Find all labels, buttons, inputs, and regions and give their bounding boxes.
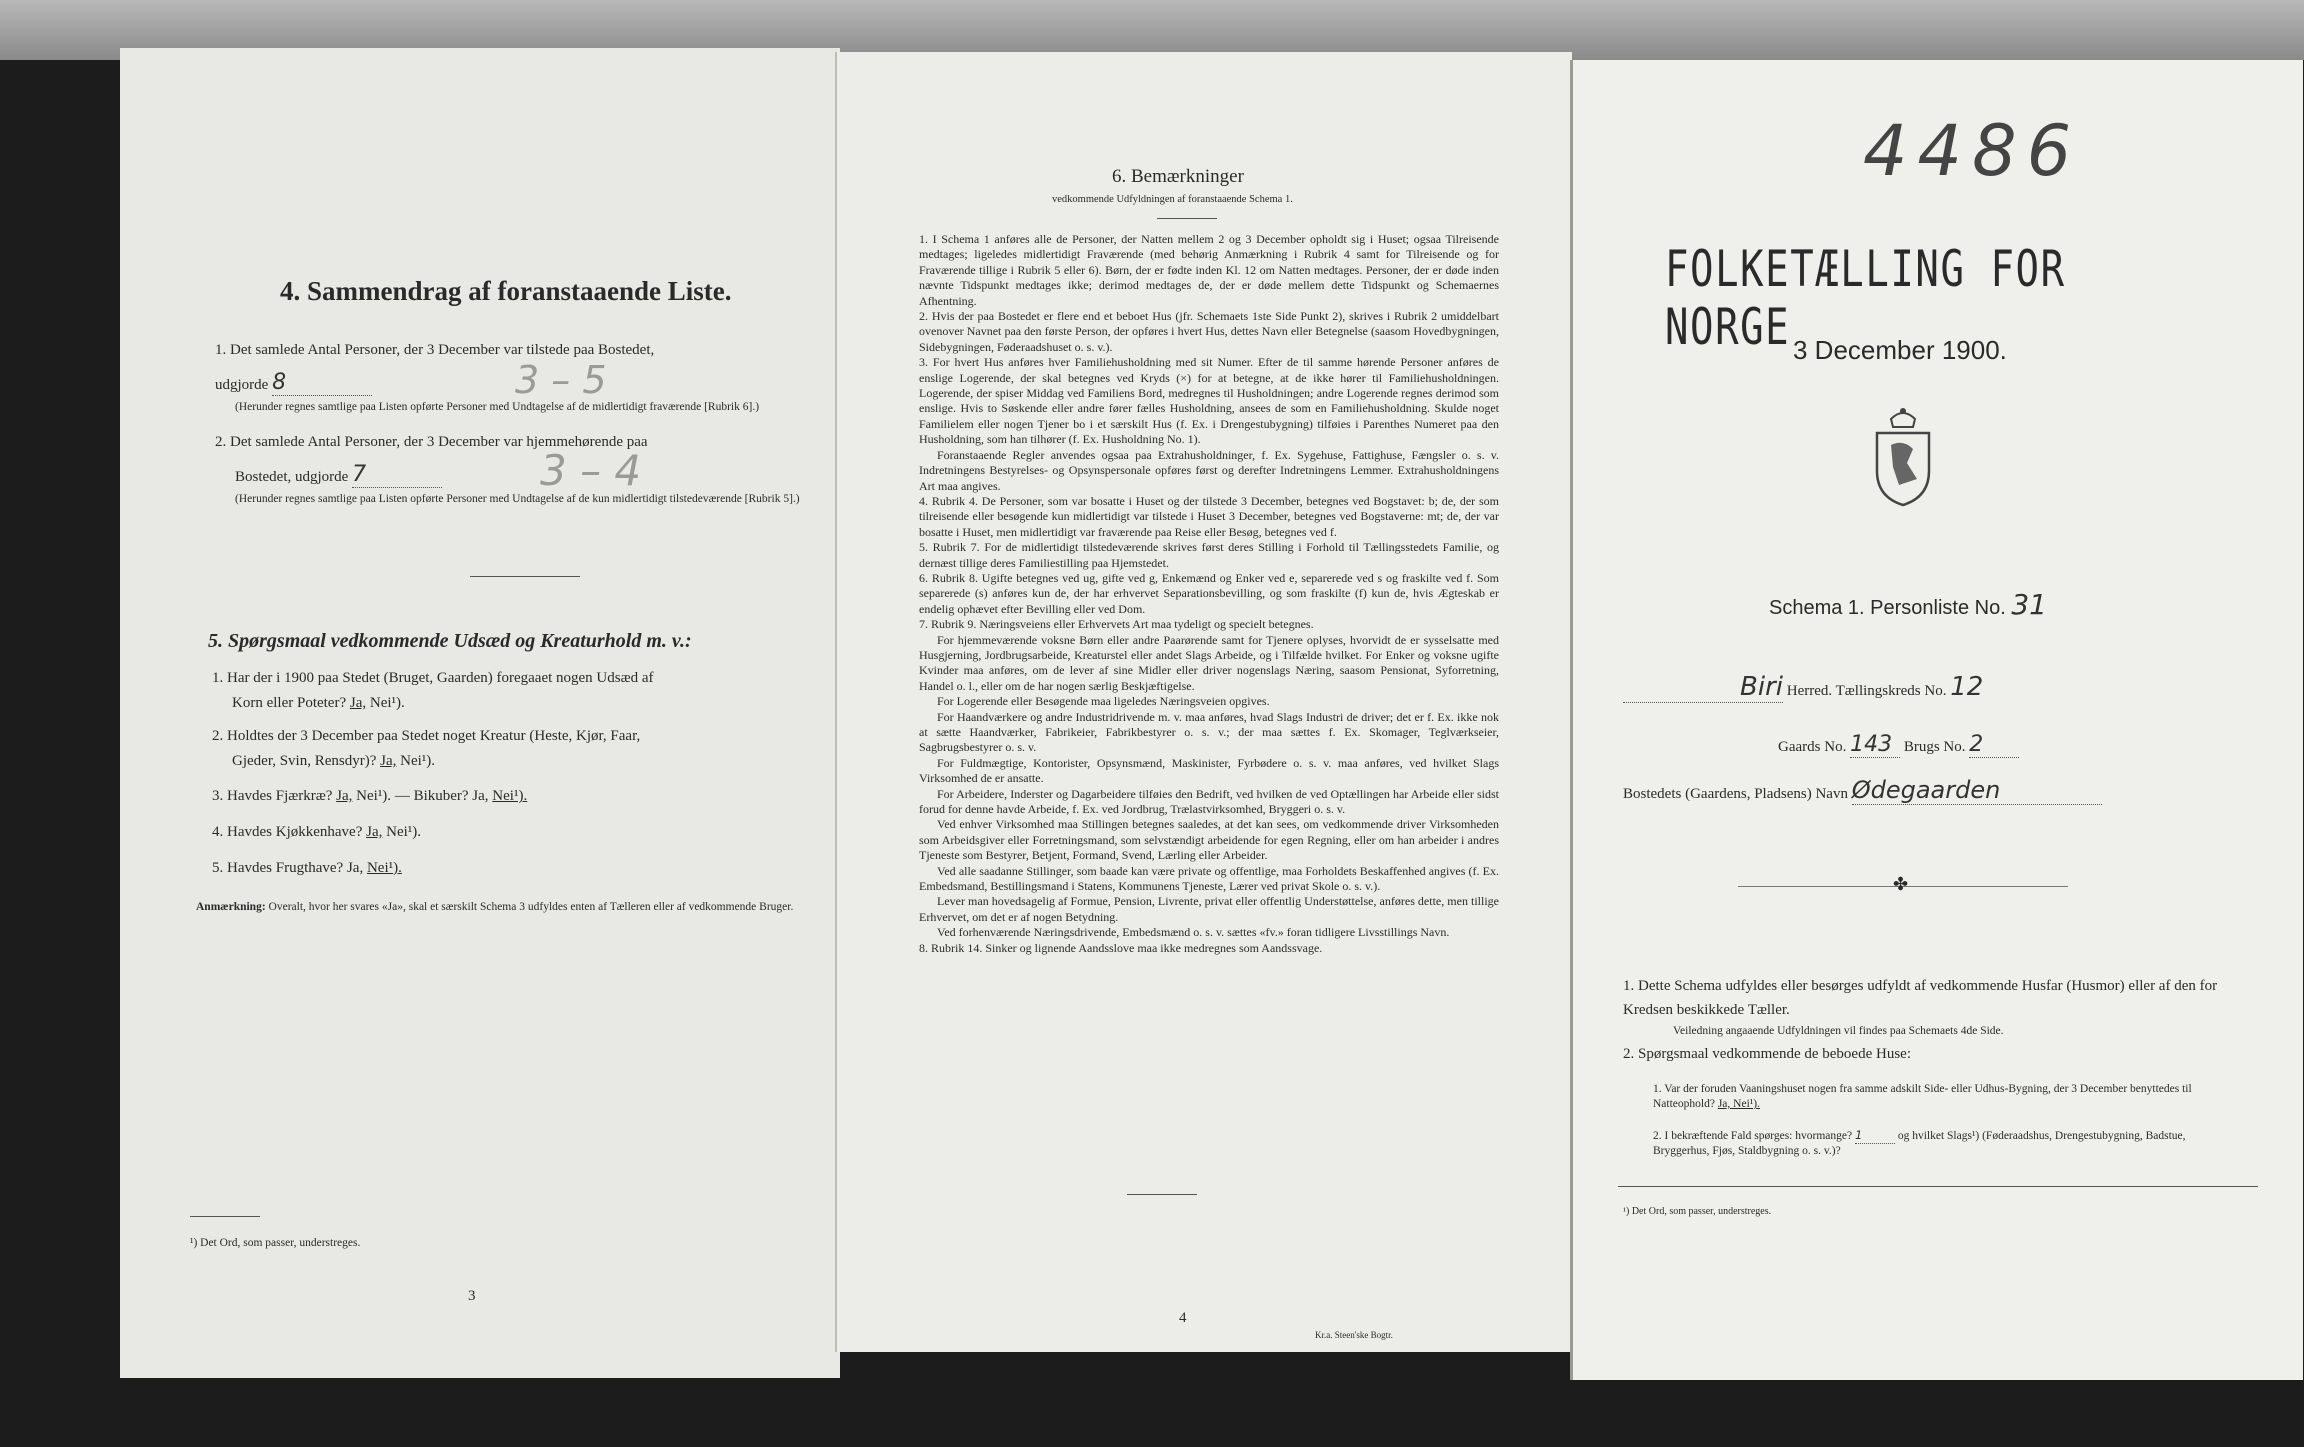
- item1-value: 8: [272, 370, 372, 396]
- instruction-2: 2. Spørgsmaal vedkommende de beboede Huse:: [1623, 1046, 1911, 1062]
- houses-q2-kind: og hvilket Slags¹) (Føderaadshus, Drengestubygning, Badstue, Bryggerhus, Fjøs, Staldbygning o. s. v.)?: [1653, 1130, 2186, 1157]
- q3b-text: — Bikuber?: [394, 788, 469, 804]
- remark-paragraph: For Fuldmægtige, Kontorister, Opsynsmænd, Maskinister, Fyrbødere o. s. v. maa anføres, ved hvilket Slags Virksomhed de er ansatte.: [919, 755, 1499, 786]
- section5-title: 5. Spørgsmaal vedkommende Udsæd og Kreaturhold m. v.:: [208, 630, 692, 652]
- middle-page-number: 4: [1179, 1310, 1187, 1326]
- anmerkning-label: Anmærkning:: [196, 901, 266, 913]
- q1-ja: Ja,: [349, 695, 367, 711]
- divider: [470, 576, 580, 577]
- coat-of-arms-icon: [1863, 405, 1943, 510]
- right-footnote: ¹) Det Ord, som passer, understreges.: [1623, 1206, 1772, 1217]
- footnote-rule-right: [1618, 1186, 2258, 1187]
- footnote-rule: [190, 1216, 260, 1217]
- item1-text: 1. Det samlede Antal Personer, der 3 December var tilstede paa Bostedet,: [215, 342, 655, 358]
- remark-paragraph: For Haandværkere og andre Industridrivende m. v. maa anføres, hvad Slags Industri de driver; det er f. Ex. ikke nok at sætte Haandværker, Fabrikeier, Fabrikbestyrer o. s. v.; der maa sættes f. Ex. Skomager, Teglværkseier, Sagbrugsbestyrer o. s. v.: [919, 709, 1499, 755]
- remark-paragraph: 2. Hvis der paa Bostedet er flere end et beboet Hus (jfr. Schemaets 1ste Side Punkt 2), skrives i Rubrik 2 umiddelbart ovenover Navnet paa den første Person, der opføres i hvert Hus, dettes Navn eller Betegnelse (saasom Hovedbygningen, Sidebygningen, Føderaadshuset o. s. v.).: [919, 309, 1499, 354]
- q2-nei: Nei¹).: [400, 753, 436, 769]
- remark-paragraph: Ved enhver Virksomhed maa Stillingen betegnes saaledes, at det kan sees, om vedkommende driver Virksomheden som Arbeidsgiver eller Forretningsmand, som selvstændigt arbeidende for egen Regning, eller om han arbeider i andres Tjeneste som Bestyrer, Betjent, Formand, Svend, Lærling eller Arbeider.: [919, 817, 1499, 863]
- kreds-label: Tællingskreds No.: [1835, 683, 1947, 699]
- houses-q2-text: 2. I bekræftende Fald spørges: hvormange?: [1653, 1130, 1853, 1142]
- q5-nei: Nei¹).: [366, 860, 402, 876]
- q3-nei: Nei¹).: [356, 788, 392, 804]
- instruction-1: 1. Dette Schema udfyldes eller besørges udfyldt af vedkommende Husfar (Husmor) eller af den for Kredsen beskikkede Tæller.: [1623, 978, 2218, 1018]
- gaards-label: Gaards No.: [1778, 739, 1847, 755]
- right-page: [1570, 60, 2303, 1380]
- herred-line: [1623, 672, 2263, 703]
- census-date: 3 December 1900.: [1793, 335, 2007, 365]
- q5: [212, 860, 402, 877]
- q4-text: 4. Havdes Kjøkkenhave?: [212, 824, 363, 840]
- census-title: FOLKETÆLLING FOR NORGE: [1665, 240, 2066, 356]
- ornament-icon: ✤: [1893, 874, 1909, 894]
- middle-end-rule: [1127, 1194, 1197, 1195]
- q2b-text: Gjeder, Svin, Rensdyr)?: [232, 753, 377, 769]
- gaards-value: 143: [1850, 732, 1900, 758]
- item1-udgjorde-label: udgjorde: [215, 377, 269, 393]
- remark-paragraph: Ved alle saadanne Stillinger, som baade kan være private og offentlige, maa Forholdets Beskaffenhed angives (f. Ex. Embedsmand, Bestillingsmand i Statens, Kommunens Tjeneste, Lærer ved privat Skole o. s. v.).: [919, 863, 1499, 894]
- houses-q1-text: 1. Var der foruden Vaaningshuset nogen fra samme adskilt Side- eller Udhus-Bygning, der 3 December benyttedes til Natteophold?: [1653, 1083, 2192, 1110]
- q1-text: 1. Har der i 1900 paa Stedet (Bruget, Gaarden) foregaaet nogen Udsæd af: [212, 670, 654, 686]
- remark-paragraph: For Arbeidere, Inderster og Dagarbeidere tilføies den Bedrift, ved hvilken de ved Optællingen har Arbeide eller sidst forud for denne havde Arbeide, f. Ex. ved Jordbrug, Trælastvirksomhed, Bryggeri o. s. v.: [919, 786, 1499, 817]
- kreds-value: 12: [1950, 672, 1984, 702]
- houses-q2: [1653, 1128, 2233, 1159]
- archive-number: 4486: [1863, 110, 2082, 192]
- item1-note: (Herunder regnes samtlige paa Listen opførte Personer med Undtagelse af de midlertidigt fraværende [Rubrik 6].): [235, 401, 760, 413]
- bosted-line: [1623, 776, 2102, 805]
- schema-line: [1769, 588, 2047, 621]
- remarks-rule: [1157, 218, 1217, 219]
- q5-ja: Ja,: [346, 860, 364, 876]
- herred-label: Herred.: [1786, 683, 1833, 699]
- left-page: [120, 48, 840, 1378]
- q3b-ja: Ja,: [472, 788, 489, 804]
- brugs-value: 2: [1969, 732, 2019, 758]
- bosted-value: Ødegaarden: [1852, 776, 2102, 805]
- remark-paragraph: 5. Rubrik 7. For de midlertidigt tilstedeværende skrives først deres Stilling i Forhold til Tællingsstedets Familie, og dernæst tillige deres Familiestilling paa Hjemstedet.: [919, 540, 1499, 570]
- q4-nei: Nei¹).: [386, 824, 422, 840]
- remark-paragraph: Lever man hovedsagelig af Formue, Pension, Livrente, privat eller offentlig Understøttelse, anføres dette, men tillige Erhvervet, om det er af nogen Betydning.: [919, 894, 1499, 924]
- q3-ja: Ja,: [336, 788, 353, 804]
- herred-value: Biri: [1623, 672, 1783, 703]
- remark-paragraph: 7. Rubrik 9. Næringsveiens eller Erhvervets Art maa tydeligt og specielt betegnes.: [919, 617, 1314, 632]
- left-page-number: 3: [468, 1288, 476, 1304]
- q4-ja: Ja,: [366, 824, 383, 840]
- houses-q1: [1653, 1082, 2233, 1112]
- anmerkning-text: Overalt, hvor her svares «Ja», skal et særskilt Schema 3 udfyldes enten af Tælleren eller af vedkommende Bruger.: [268, 901, 794, 913]
- item1-annotation: 3 – 5: [515, 358, 607, 402]
- q4: [212, 824, 421, 841]
- item2-note: (Herunder regnes samtlige paa Listen opførte Personer med Undtagelse af de kun midlertidigt tilstedeværende [Rubrik 5].): [235, 493, 800, 505]
- q3b-nei: Nei¹).: [492, 788, 528, 804]
- q3: [212, 788, 527, 805]
- middle-page: [835, 52, 1572, 1352]
- remark-paragraph: 4. Rubrik 4. De Personer, som var bosatte i Huset og der tilstede 3 December, betegnes ved Bogstavet: b; de, der som tilreisende eller besøgende kun midlertidigt var tilstede i Huset 3 December, betegnes ved Bogstaverne: mt; de, der var bosatte i Huset, men midlertidigt var fraværende paa Reise eller Besøg, betegnes ved f.: [919, 493, 1499, 539]
- item1-udgjorde: [215, 370, 372, 396]
- q5-text: 5. Havdes Frugthave?: [212, 860, 344, 876]
- remark-paragraph: 6. Rubrik 8. Ugifte betegnes ved ug, gifte ved g, Enkemænd og Enker ved e, separerede ved s og fraskilte ved f. Som separerede (s) anføres kun de, der har erhvervet Separationsbevilling, og som fraskilte (f) kun de, hvis Ægteskab er endelig ophævet efter Bevilling eller ved Dom.: [919, 570, 1499, 616]
- instruction-1-note: Veiledning angaaende Udfyldningen vil findes paa Schemaets 4de Side.: [1673, 1025, 2004, 1037]
- item2-annotation: 3 – 4: [540, 446, 642, 495]
- bosted-label: Bostedets (Gaardens, Pladsens) Navn: [1623, 786, 1848, 802]
- anmerkning: [196, 900, 836, 915]
- left-footnote: ¹) Det Ord, som passer, understreges.: [190, 1237, 361, 1249]
- q1: [212, 670, 832, 712]
- remark-paragraph: Ved forhenværende Næringsdrivende, Embedsmænd o. s. v. sættes «fv.» foran tidligere Livsstillings Navn.: [937, 925, 1450, 940]
- remarks-title: 6. Bemærkninger: [1112, 166, 1244, 187]
- section4-title: 4. Sammendrag af foranstaaende Liste.: [280, 276, 732, 306]
- remarks-subtitle: vedkommende Udfyldningen af foranstaaende Schema 1.: [1052, 194, 1293, 205]
- q1-nei: Nei¹).: [369, 695, 405, 711]
- houses-q1-answer: Ja, Nei¹).: [1717, 1098, 1760, 1110]
- remark-paragraph: 1. I Schema 1 anføres alle de Personer, der Natten mellem 2 og 3 December opholdt sig i Huset; ogsaa Tilreisende medtages; ligeledes midlertidigt Fraværende (med behørig Anmærkning i Rubrik 4 samt for Tilreisende og for Fraværende tillige i Rubrik 5 eller 6). Børn, der er fødte inden Kl. 12 om Natten medtages. Personer, der er døde inden nævnte Tidspunkt medtages ikke; derimod medtages de, der er døde mellem dette Tidspunkt og Schemaernes Afhentning.: [919, 232, 1499, 308]
- printer-mark: Kr.a. Steen'ske Bogtr.: [1315, 1330, 1393, 1340]
- personliste-no: 31: [2011, 588, 2047, 621]
- item2-text: 2. Det samlede Antal Personer, der 3 December var hjemmehørende paa: [215, 434, 648, 450]
- item2-bostedet: [235, 462, 442, 488]
- remark-paragraph: For hjemmeværende voksne Børn eller andre Paarørende samt for Tjenere oplyses, hvorvidt de er sysselsatte med Husgjerning, Jordbrugsarbeide, Kreaturstel eller andet Slags Arbeide, og i Tilfælde hvilket. For Enker og voksne ugifte Kvinder maa anføres, om de lever af sine Midler eller driver nogenslags Næring, saasom Pensionat, Syforretning, Handel o. l., eller om de har nogen særlig Beskjæftigelse.: [919, 632, 1499, 693]
- remark-paragraph: Foranstaaende Regler anvendes ogsaa paa Extrahusholdninger, f. Ex. Sygehuse, Fattighuse, Fængsler o. s. v. Indretningens Bestyrelses- og Opsynspersonale opføres først og derefter Indretningens Lemmer. Extrahusholdningens Art maa angives.: [919, 447, 1499, 493]
- q2-text: 2. Holdtes der 3 December paa Stedet noget Kreatur (Heste, Kjør, Faar,: [212, 728, 641, 744]
- brugs-label: Brugs No.: [1903, 739, 1966, 755]
- item2-bostedet-label: Bostedet, udgjorde: [235, 469, 349, 485]
- houses-q2-count: 1: [1855, 1128, 1895, 1144]
- q2: [212, 728, 832, 770]
- remark-paragraph: 8. Rubrik 14. Sinker og lignende Aandsslove maa ikke medregnes som Aandssvage.: [919, 940, 1323, 955]
- q2-ja: Ja,: [380, 753, 397, 769]
- gaards-line: [1778, 732, 2019, 758]
- remark-paragraph: 3. For hvert Hus anføres hver Familiehusholdning med sit Numer. Efter de til samme hørende Personer anføres de enslige Logerende, der skal betegnes ved Kryds (×) for at betegne, at de ikke hører til Familiehusholdningen. Logerende, der spiser Middag ved Familiens Bord, medregnes til Husholdningen; andre Logerende regnes derimod som enslige. Hvis to Søskende eller andre fører fælles Husholdning, ansees de som en Familiehusholdning. Skulde noget Familielem eller nogen Tjener bo i et særskilt Hus (f. Ex. i Drengestubygning) tilføies i Parenthes Numeret paa den Husholdning, som han tilhører (f. Ex. Husholdning No. 1).: [919, 355, 1499, 447]
- remark-paragraph: For Logerende eller Besøgende maa ligeledes Næringsveien opgives.: [937, 694, 1270, 709]
- item2-value: 7: [352, 462, 442, 488]
- q3-text: 3. Havdes Fjærkræ?: [212, 788, 333, 804]
- q1b-text: Korn eller Poteter?: [232, 695, 347, 711]
- remarks-body: [919, 232, 1499, 956]
- schema-label: Schema 1. Personliste No.: [1769, 597, 2006, 619]
